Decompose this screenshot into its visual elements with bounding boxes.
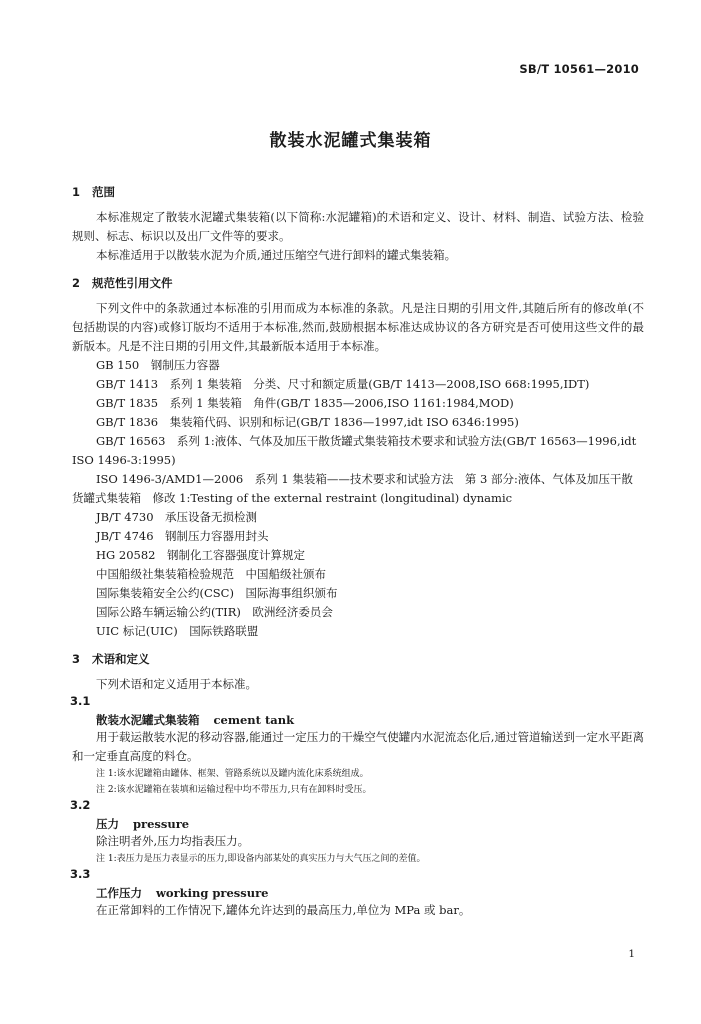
reference-item: JB/T 4730 承压设备无损检测 [96,510,258,524]
section-3-number: 3 [72,652,81,666]
term-heading [72,885,644,901]
term-cn: 工作压力 [96,886,142,900]
section-2-heading [72,275,644,291]
standard-code: SB/T 10561—2010 [519,62,639,76]
reference-item: 国际集装箱安全公约(CSC) 国际海事组织颁布 [96,586,338,600]
section-2-number: 2 [72,276,81,290]
reference-item: GB/T 1835 系列 1 集装箱 角件(GB/T 1835—2006,ISO 1161:1984,MOD) [96,396,514,410]
document-body [72,184,644,920]
section-1-title: 范围 [92,185,115,199]
reference-item: HG 20582 钢制化工容器强度计算规定 [96,548,305,562]
section-1-paragraph-1: 本标准规定了散装水泥罐式集装箱(以下简称:水泥罐箱)的术语和定义、设计、材料、制造、试验方法、检验规则、标志、标识以及出厂文件等的要求。 [72,210,644,243]
reference-item: GB/T 1836 集装箱代码、识别和标记(GB/T 1836—1997,idt ISO 6346:1995) [96,415,519,429]
section-1-paragraph-2: 本标准适用于以散装水泥为介质,通过压缩空气进行卸料的罐式集装箱。 [96,248,457,262]
term-cn: 压力 [96,817,119,831]
section-3-heading [72,651,644,667]
section-2-intro: 下列文件中的条款通过本标准的引用而成为本标准的条款。凡是注日期的引用文件,其随后所有的修改单(不包括勘误的内容)或修订版均不适用于本标准,然而,鼓励根据本标准达成协议的各方研究是否可使用这些文件的最新版本。凡是不注日期的引用文件,其最新版本适用于本标准。 [72,301,644,353]
reference-item: GB/T 1413 系列 1 集装箱 分类、尺寸和额定质量(GB/T 1413—2008,ISO 668:1995,IDT) [96,377,590,391]
term-number: 3.1 [70,694,91,708]
term-en: pressure [133,817,190,831]
term-definition: 在正常卸料的工作情况下,罐体允许达到的最高压力,单位为 MPa 或 bar。 [96,903,471,917]
reference-item: 中国船级社集装箱检验规范 中国船级社颁布 [96,567,326,581]
document-title: 散装水泥罐式集装箱 [269,131,432,151]
term-en: working pressure [156,886,269,900]
page-number: 1 [628,948,635,960]
term-en: cement tank [213,713,295,727]
section-3-title: 术语和定义 [92,652,150,666]
reference-item-long: ISO 1496-3/AMD1—2006 系列 1 集装箱——技术要求和试验方法 第 3 部分:液体、气体及加压干散货罐式集装箱 修改 1:Testing of the external restraint (longitudinal) dynamic [72,472,633,505]
term-note: 注 1:该水泥罐箱由罐体、框架、管路系统以及罐内流化床系统组成。 [96,769,369,779]
term-number: 3.2 [70,798,91,812]
section-1-heading [72,184,644,200]
term-cn: 散装水泥罐式集装箱 [96,713,200,727]
term-note: 注 2:该水泥罐箱在装填和运输过程中均不带压力,只有在卸料时受压。 [96,785,372,795]
term-heading [72,712,644,728]
reference-item: GB 150 钢制压力容器 [96,358,220,372]
term-definition: 用于载运散装水泥的移动容器,能通过一定压力的干燥空气使罐内水泥流态化后,通过管道输送到一定水平距离和一定垂直高度的料仓。 [72,730,644,763]
term-definition: 除注明者外,压力均指表压力。 [96,834,250,848]
term-heading [72,816,644,832]
reference-item: JB/T 4746 钢制压力容器用封头 [96,529,269,543]
section-3-intro: 下列术语和定义适用于本标准。 [96,677,257,691]
term-number: 3.3 [70,867,91,881]
section-1-number: 1 [72,185,81,199]
reference-item-long: GB/T 16563 系列 1:液体、气体及加压干散货罐式集装箱技术要求和试验方法(GB/T 16563—1996,idt ISO 1496-3:1995) [72,434,637,467]
reference-item: 国际公路车辆运输公约(TIR) 欧洲经济委员会 [96,605,333,619]
section-2-title: 规范性引用文件 [92,276,173,290]
reference-item: UIC 标记(UIC) 国际铁路联盟 [96,624,259,638]
term-note: 注 1:表压力是压力表显示的压力,即设备内部某处的真实压力与大气压之间的差值。 [96,854,426,864]
